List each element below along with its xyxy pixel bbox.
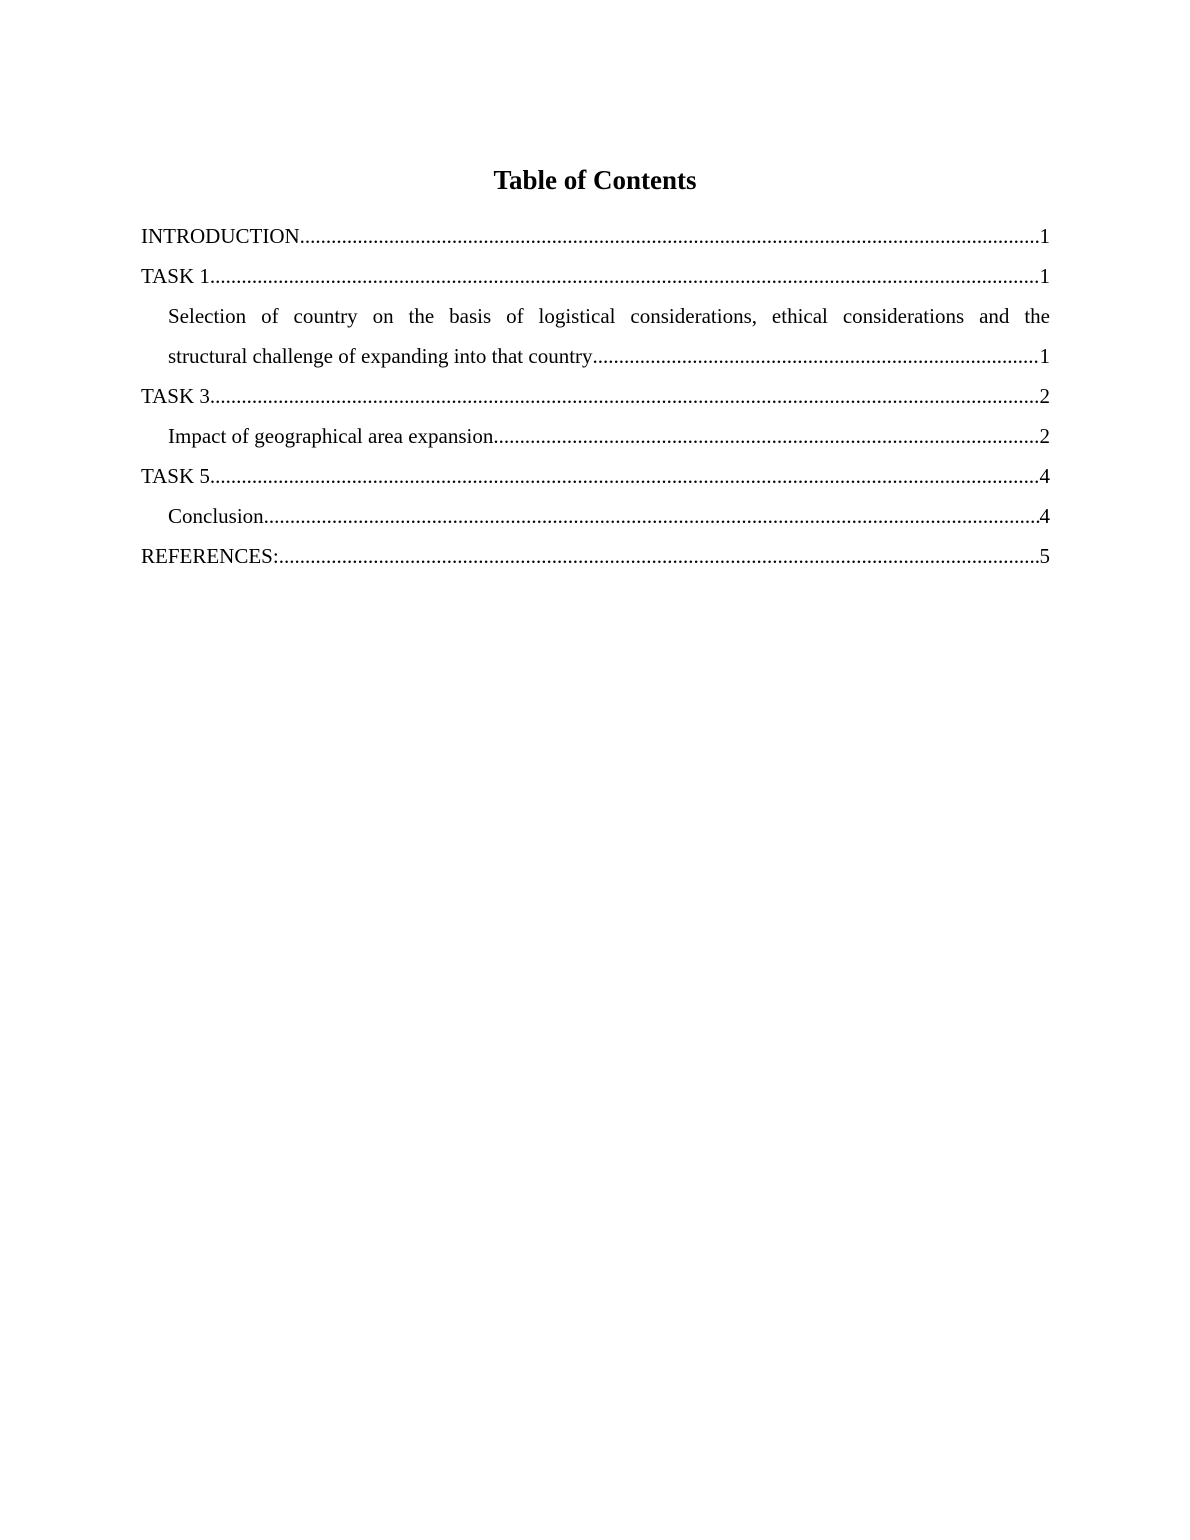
toc-title: Table of Contents	[493, 165, 697, 195]
toc-entry-task-3[interactable]	[141, 376, 1050, 416]
toc-leader-dots	[593, 336, 1040, 376]
toc-entry-geographical-expansion[interactable]	[141, 416, 1050, 456]
toc-entry-label: Impact of geographical area expansion	[168, 424, 494, 448]
toc-entry-label: Conclusion	[168, 504, 264, 528]
toc-page-number: 1	[1039, 224, 1050, 248]
toc-entry-label: TASK 1	[141, 264, 210, 288]
toc-page-number: 4	[1039, 504, 1050, 528]
toc-page-number: 1	[1039, 264, 1050, 288]
toc-entry-task-5[interactable]	[141, 456, 1050, 496]
toc-leader-dots	[279, 536, 1040, 576]
toc-entry-label: TASK 5	[141, 464, 210, 488]
toc-leader-dots	[493, 416, 1039, 456]
toc-entry-label-line-2: structural challenge of expanding into that country	[168, 344, 593, 368]
toc-page-number: 2	[1039, 424, 1050, 448]
toc-page-number: 2	[1039, 384, 1050, 408]
toc-entry-conclusion[interactable]	[141, 496, 1050, 536]
toc-list	[141, 216, 1050, 576]
toc-leader-dots	[210, 256, 1040, 296]
toc-page-number: 1	[1039, 344, 1050, 368]
toc-entry-introduction[interactable]	[141, 216, 1050, 256]
toc-page-number: 4	[1039, 464, 1050, 488]
toc-entry-label: INTRODUCTION	[141, 224, 300, 248]
toc-entry-label-line-1: Selection of country on the basis of logistical considerations, ethical considerations and the	[168, 304, 1050, 328]
toc-entry-references[interactable]	[141, 536, 1050, 576]
toc-leader-dots	[210, 376, 1040, 416]
toc-leader-dots	[264, 496, 1040, 536]
toc-entry-country-selection[interactable]	[141, 296, 1050, 376]
toc-page-number: 5	[1039, 544, 1050, 568]
toc-leader-dots	[210, 456, 1040, 496]
toc-entry-label: TASK 3	[141, 384, 210, 408]
toc-entry-label: REFERENCES:	[141, 544, 279, 568]
toc-entry-task-1[interactable]	[141, 256, 1050, 296]
toc-leader-dots	[300, 216, 1040, 256]
